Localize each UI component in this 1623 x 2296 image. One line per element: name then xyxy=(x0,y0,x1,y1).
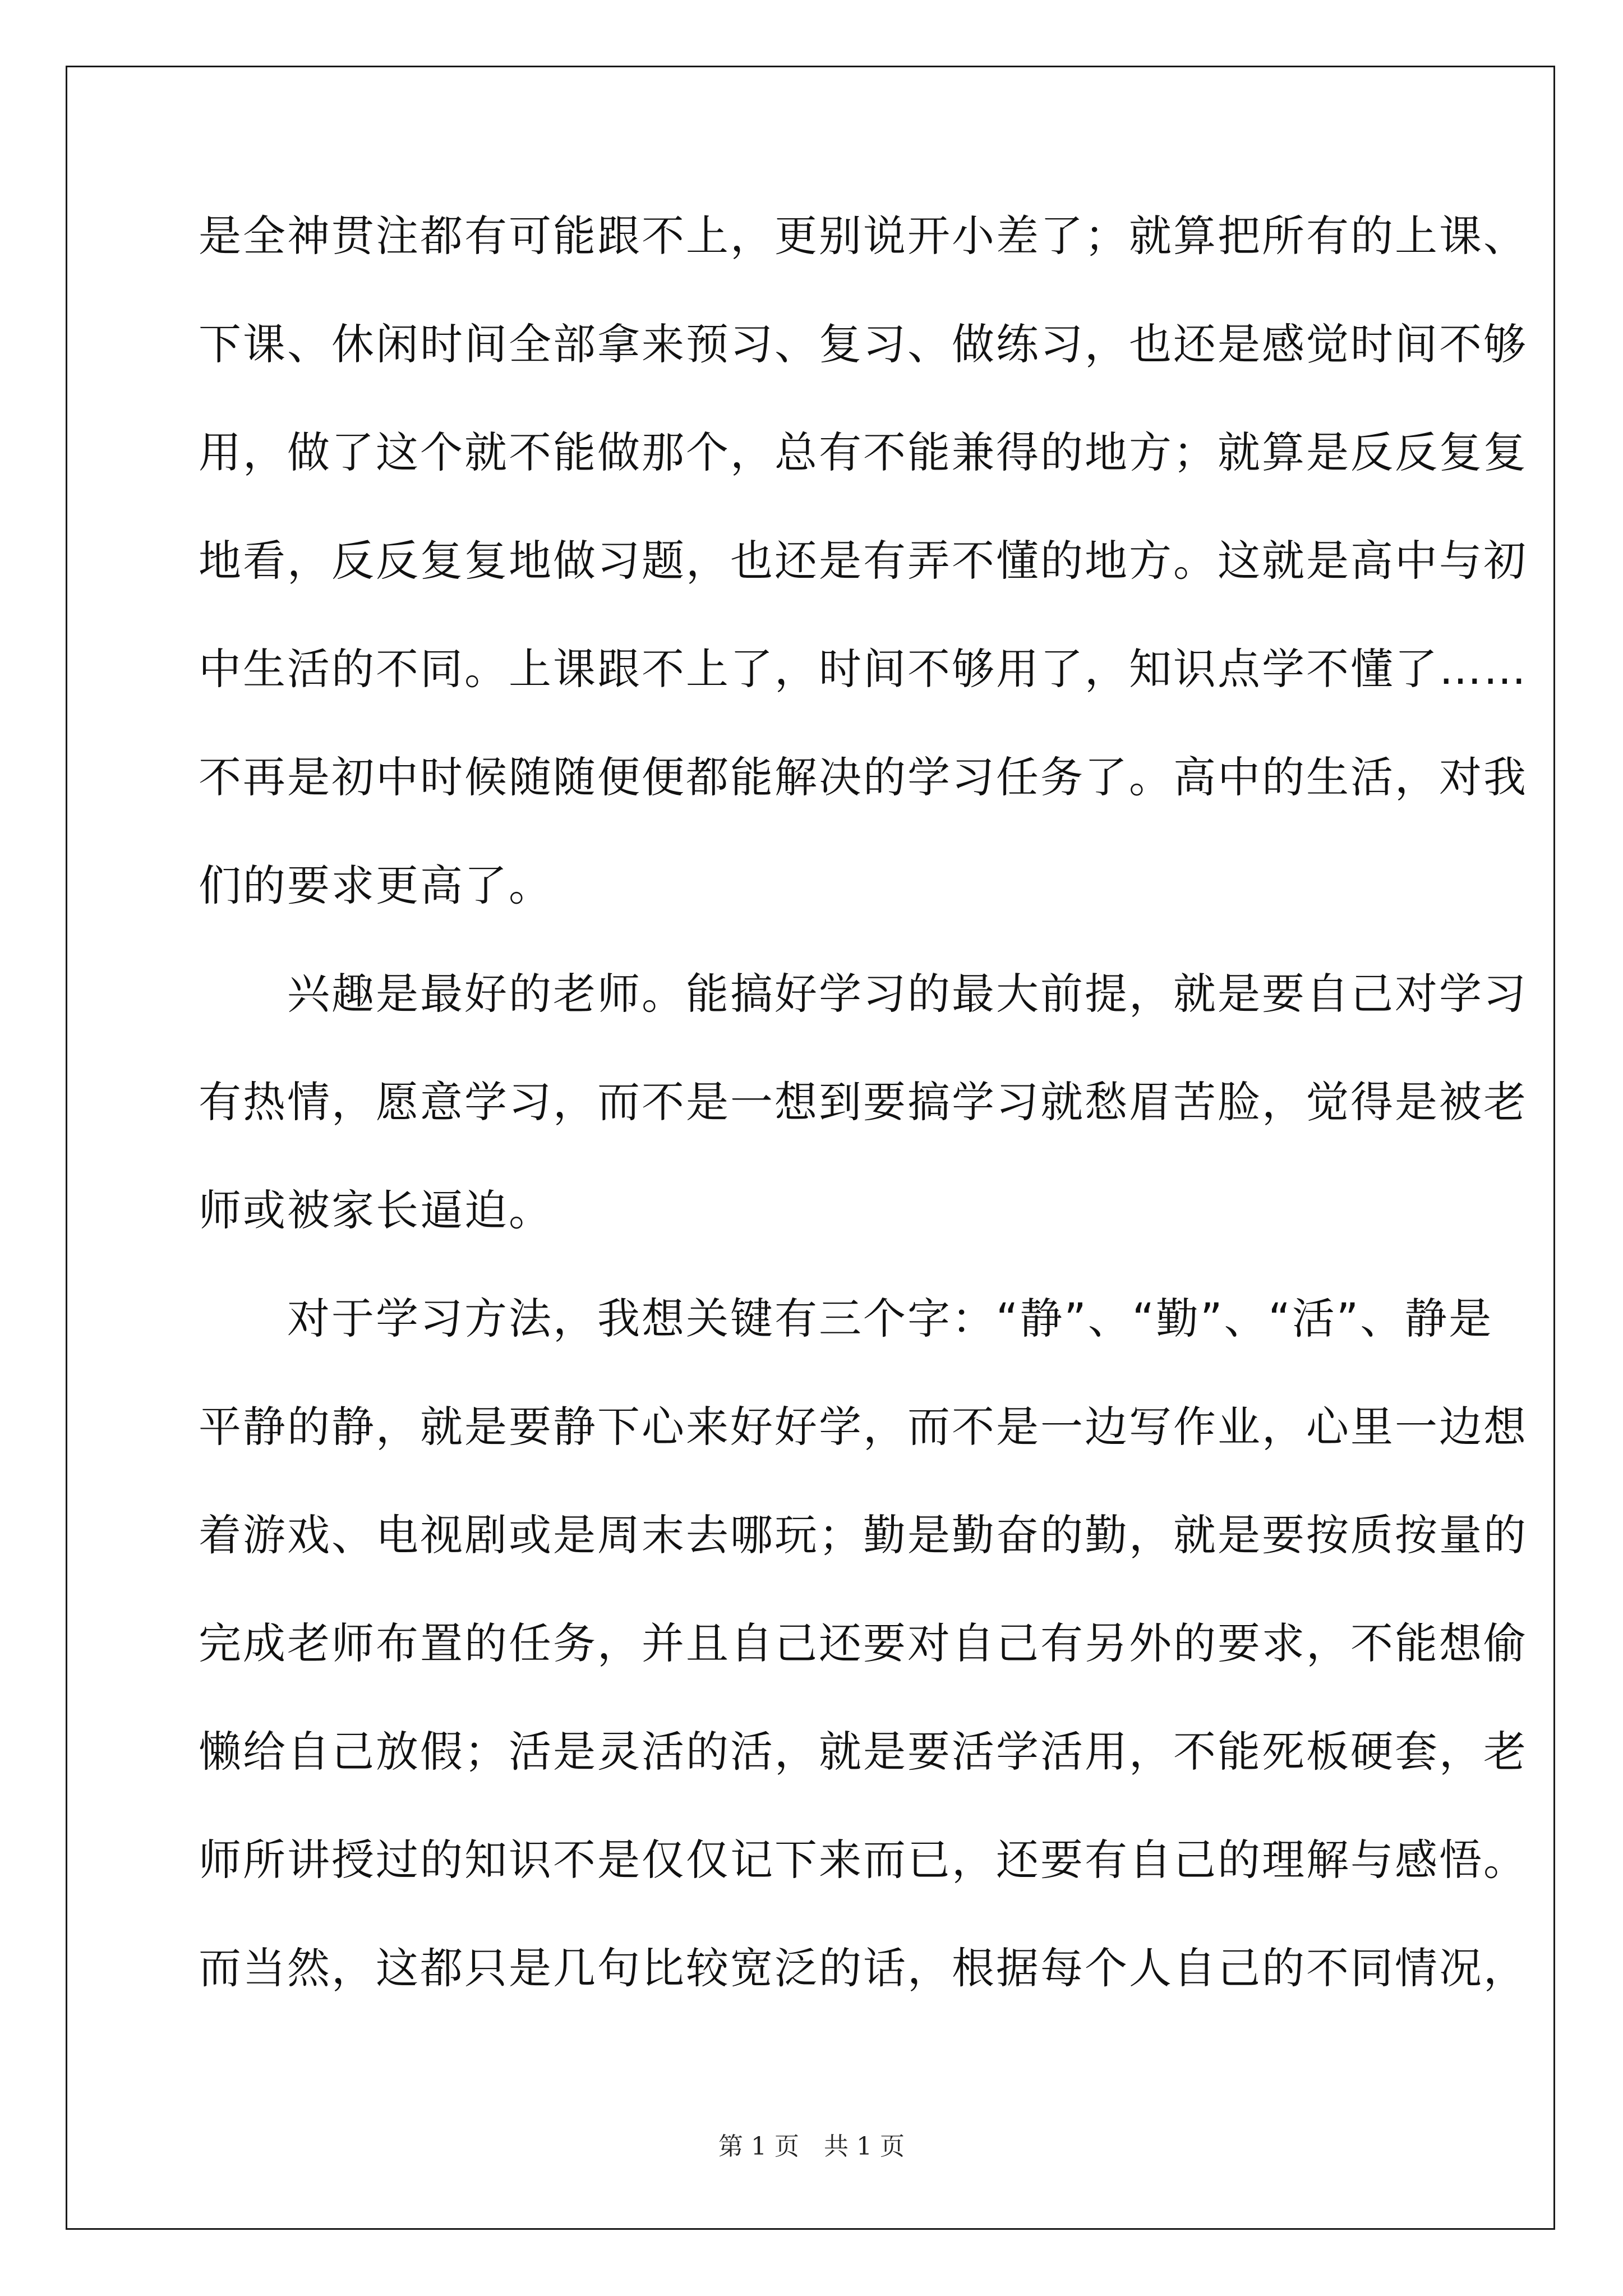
text-line-3: 用，做了这个就不能做那个，总有不能兼得的地方；就算是反反复复 xyxy=(199,427,1528,477)
text-line-2: 下课、休闲时间全部拿来预习、复习、做练习，也还是感觉时间不够 xyxy=(199,319,1528,369)
page-number-footer: 第 1 页 共 1 页 xyxy=(718,2132,905,2161)
text-line-9: 有热情，愿意学习，而不是一想到要搞学习就愁眉苦脸，觉得是被老 xyxy=(199,1077,1528,1127)
text-line-12: 平静的静，就是要静下心来好好学，而不是一边写作业，心里一边想 xyxy=(199,1402,1528,1452)
text-line-7: 们的要求更高了。 xyxy=(199,861,553,910)
text-line-5: 中生活的不同。上课跟不上了，时间不够用了，知识点学不懂了…… xyxy=(199,644,1528,694)
text-line-17: 而当然，这都只是几句比较宽泛的话，根据每个人自己的不同情况， xyxy=(199,1943,1528,1993)
text-line-10: 师或被家长逼迫。 xyxy=(199,1185,553,1235)
text-line-4: 地看，反反复复地做习题，也还是有弄不懂的地方。这就是高中与初 xyxy=(199,536,1528,586)
text-line-11: 对于学习方法，我想关键有三个字：“静”、“勤”、“活”、静是 xyxy=(199,1294,1493,1343)
page-border xyxy=(66,66,1555,2230)
text-line-13: 着游戏、电视剧或是周末去哪玩；勤是勤奋的勤，就是要按质按量的 xyxy=(199,1510,1528,1560)
text-line-6: 不再是初中时候随随便便都能解决的学习任务了。高中的生活，对我 xyxy=(199,752,1528,802)
text-line-8: 兴趣是最好的老师。能搞好学习的最大前提，就是要自己对学习 xyxy=(199,969,1528,1019)
text-line-1: 是全神贯注都有可能跟不上，更别说开小差了；就算把所有的上课、 xyxy=(199,211,1528,261)
text-line-16: 师所讲授过的知识不是仅仅记下来而已，还要有自己的理解与感悟。 xyxy=(199,1835,1528,1885)
text-line-14: 完成老师布置的任务，并且自己还要对自己有另外的要求，不能想偷 xyxy=(199,1618,1528,1668)
text-line-15: 懒给自己放假；活是灵活的活，就是要活学活用，不能死板硬套，老 xyxy=(199,1727,1528,1777)
